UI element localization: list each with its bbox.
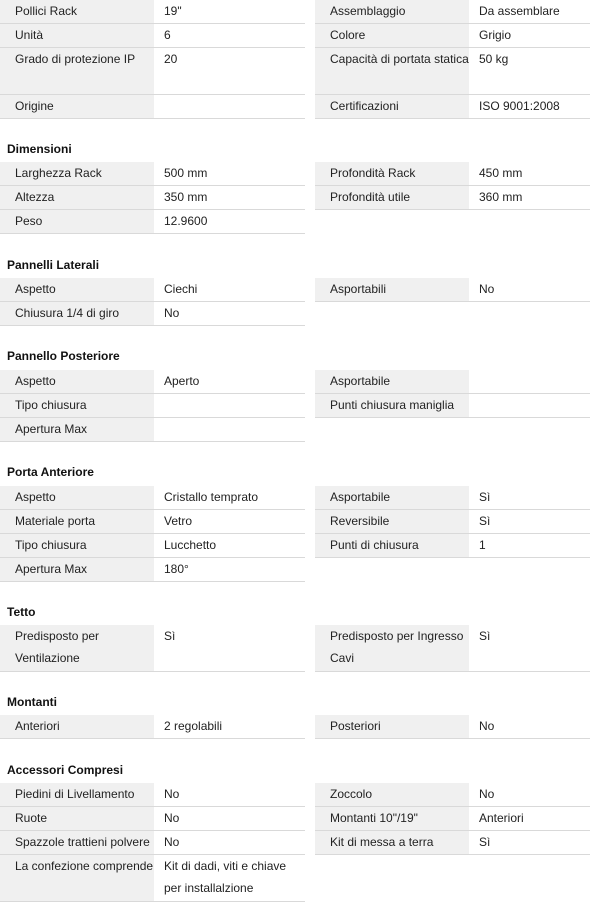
spec-label: Pollici Rack [0,0,154,23]
pannelli-laterali-table-left [0,278,305,326]
spec-value: No [154,807,305,830]
spec-row [0,162,305,186]
spec-row [315,162,590,186]
spec-row [0,831,305,855]
porta-anteriore-table-left [0,486,305,582]
spec-value: Sì [469,831,590,854]
spec-value: No [469,278,590,301]
spec-row [0,0,305,24]
spec-row [0,24,305,48]
spec-row [0,95,305,119]
spec-label: Aspetto [0,370,154,393]
spec-label: Unità [0,24,154,47]
spec-value: Ciechi [154,278,305,301]
spec-value: ISO 9001:2008 [469,95,590,118]
spec-row [315,715,590,739]
spec-row [315,0,590,24]
spec-row [315,95,590,119]
spec-value: No [154,831,305,854]
montanti-table-left [0,715,305,739]
spec-value: Anteriori [469,807,590,830]
spec-row [0,186,305,210]
spec-value: Da assemblare [469,0,590,23]
spec-row [315,831,590,855]
spec-value: Sì [469,510,590,533]
spec-row [315,24,590,48]
spec-label: Predisposto per Ingresso Cavi [315,625,469,671]
spec-value: Sì [469,486,590,509]
spec-label: Grado di protezione IP [0,48,154,94]
spec-label: Punti chiusura maniglia [315,394,469,417]
spec-value: Cristallo temprato [154,486,305,509]
spec-value: 500 mm [154,162,305,185]
spec-label: Anteriori [0,715,154,738]
spec-label: Certificazioni [315,95,469,118]
section-title-montanti: Montanti [7,695,57,709]
pannelli-laterali-table-right [315,278,590,302]
accessori-table-left [0,783,305,902]
spec-label: Montanti 10"/19" [315,807,469,830]
spec-value [469,370,590,393]
spec-value: No [469,715,590,738]
spec-label: Materiale porta [0,510,154,533]
spec-value [154,95,305,118]
spec-row [0,370,305,394]
spec-label: Punti di chiusura [315,534,469,557]
general-table-right [315,0,590,119]
spec-value [154,394,305,417]
spec-row [315,625,590,672]
spec-label: Kit di messa a terra [315,831,469,854]
spec-label: Aspetto [0,278,154,301]
spec-value: No [154,783,305,806]
spec-value: 6 [154,24,305,47]
spec-label: Apertura Max [0,418,154,441]
spec-row [315,534,590,558]
spec-label: Assemblaggio [315,0,469,23]
spec-label: Spazzole trattieni polvere [0,831,154,854]
pannello-posteriore-table-right [315,370,590,418]
tetto-table-left [0,625,305,672]
spec-label: Asportabile [315,370,469,393]
spec-label: Colore [315,24,469,47]
spec-label: Origine [0,95,154,118]
spec-row [0,715,305,739]
spec-value: Lucchetto [154,534,305,557]
spec-row [0,302,305,326]
section-title-pannello-posteriore: Pannello Posteriore [7,349,120,363]
section-title-porta-anteriore: Porta Anteriore [7,465,94,479]
spec-row [315,370,590,394]
spec-row [0,210,305,234]
spec-value: Vetro [154,510,305,533]
spec-row [0,510,305,534]
spec-label: Tipo chiusura [0,394,154,417]
spec-label: Altezza [0,186,154,209]
spec-row [0,534,305,558]
spec-label: Larghezza Rack [0,162,154,185]
spec-value: 180° [154,558,305,581]
spec-label: Profondità utile [315,186,469,209]
accessori-table-right [315,783,590,855]
spec-row [0,558,305,582]
spec-value: Sì [154,625,305,671]
spec-row [315,186,590,210]
spec-label: Profondità Rack [315,162,469,185]
spec-row [0,625,305,672]
pannello-posteriore-table-left [0,370,305,442]
section-title-pannelli-laterali: Pannelli Laterali [7,258,100,272]
spec-value: 12.9600 [154,210,305,233]
spec-value: Aperto [154,370,305,393]
spec-value: Kit di dadi, viti e chiave per installalzione [154,855,305,901]
spec-row [315,510,590,534]
section-title-dimensioni: Dimensioni [7,142,72,156]
spec-label: Asportabile [315,486,469,509]
spec-value: No [469,783,590,806]
spec-value: No [154,302,305,325]
spec-row [0,783,305,807]
tetto-table-right [315,625,590,672]
spec-label: Piedini di Livellamento [0,783,154,806]
spec-label: Tipo chiusura [0,534,154,557]
spec-value [469,394,590,417]
spec-label: Ruote [0,807,154,830]
spec-label: Reversibile [315,510,469,533]
spec-value: 1 [469,534,590,557]
spec-row [0,486,305,510]
spec-label: Asportabili [315,278,469,301]
montanti-table-right [315,715,590,739]
spec-row [0,807,305,831]
spec-row [0,394,305,418]
spec-row [0,855,305,902]
spec-value: Grigio [469,24,590,47]
spec-value: 350 mm [154,186,305,209]
spec-label: Predisposto per Ventilazione [0,625,154,671]
spec-row [315,807,590,831]
spec-row [0,278,305,302]
spec-label: Chiusura 1/4 di giro [0,302,154,325]
spec-label: Apertura Max [0,558,154,581]
porta-anteriore-table-right [315,486,590,558]
dimensioni-table-right [315,162,590,210]
spec-label: Zoccolo [315,783,469,806]
spec-value: 2 regolabili [154,715,305,738]
spec-label: Aspetto [0,486,154,509]
spec-label: Capacità di portata statica [315,48,469,94]
dimensioni-table-left [0,162,305,234]
spec-label: La confezione comprende [0,855,154,901]
spec-value: 50 kg [469,48,590,94]
spec-value [154,418,305,441]
spec-row [315,394,590,418]
spec-value: 19" [154,0,305,23]
section-title-accessori: Accessori Compresi [7,763,124,777]
spec-label: Peso [0,210,154,233]
spec-row [0,418,305,442]
spec-row [315,783,590,807]
general-table-left [0,0,305,119]
spec-value: 360 mm [469,186,590,209]
spec-row [315,278,590,302]
spec-label: Posteriori [315,715,469,738]
spec-row [315,48,590,95]
spec-value: Sì [469,625,590,671]
spec-row [315,486,590,510]
spec-value: 20 [154,48,305,94]
spec-row [0,48,305,95]
spec-value: 450 mm [469,162,590,185]
section-title-tetto: Tetto [7,605,36,619]
